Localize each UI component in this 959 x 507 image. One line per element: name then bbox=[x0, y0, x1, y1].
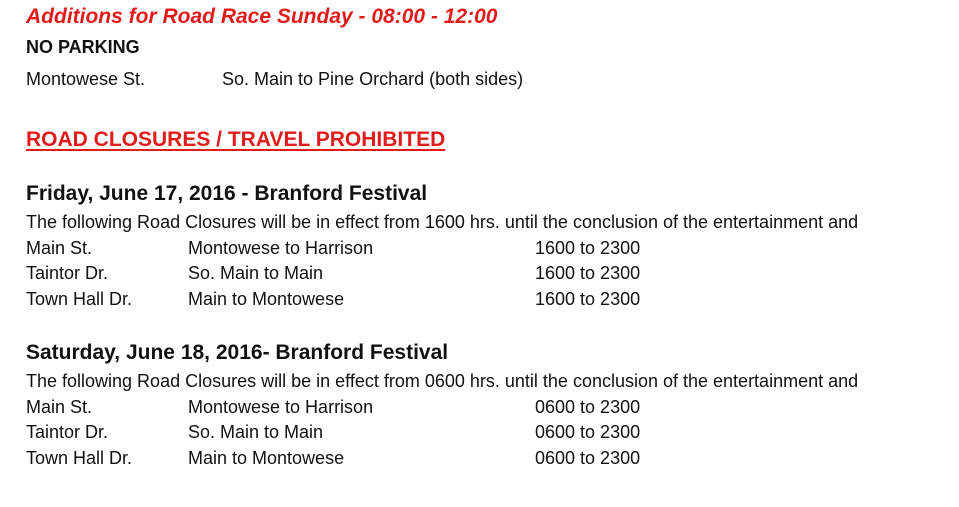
closure-segment: Main to Montowese bbox=[188, 448, 345, 468]
closure-street: Town Hall Dr. bbox=[26, 289, 133, 309]
closure-segment: Montowese to Harrison bbox=[188, 238, 374, 258]
closure-segment: Montowese to Harrison bbox=[188, 397, 374, 417]
closure-time: 0600 to 2300 bbox=[535, 422, 641, 442]
closure-segment: Main to Montowese bbox=[188, 289, 345, 309]
closure-time: 1600 to 2300 bbox=[535, 289, 641, 309]
closure-segment: So. Main to Main bbox=[188, 422, 324, 442]
saturday-section-title: Saturday, June 18, 2016- Branford Festival bbox=[26, 341, 449, 364]
no-parking-label: NO PARKING bbox=[26, 37, 140, 57]
closure-time: 0600 to 2300 bbox=[535, 448, 641, 468]
no-parking-street: Montowese St. bbox=[26, 69, 146, 89]
closure-segment: So. Main to Main bbox=[188, 263, 324, 283]
closure-street: Taintor Dr. bbox=[26, 263, 109, 283]
closure-street: Taintor Dr. bbox=[26, 422, 109, 442]
friday-section-title: Friday, June 17, 2016 - Branford Festival bbox=[26, 182, 428, 205]
closure-street: Main St. bbox=[26, 397, 93, 417]
closure-time: 1600 to 2300 bbox=[535, 238, 641, 258]
closure-street: Main St. bbox=[26, 238, 93, 258]
closure-time: 0600 to 2300 bbox=[535, 397, 641, 417]
friday-section-description: The following Road Closures will be in effect from 1600 hrs. until the conclusion of the entertainment and bbox=[26, 212, 859, 232]
road-closures-heading: ROAD CLOSURES / TRAVEL PROHIBITED bbox=[26, 128, 446, 151]
no-parking-segment: So. Main to Pine Orchard (both sides) bbox=[222, 69, 524, 89]
closure-street: Town Hall Dr. bbox=[26, 448, 133, 468]
road-race-title: Additions for Road Race Sunday - 08:00 - 12:00 bbox=[26, 5, 498, 28]
saturday-section-description: The following Road Closures will be in effect from 0600 hrs. until the conclusion of the entertainment and bbox=[26, 371, 859, 391]
closure-time: 1600 to 2300 bbox=[535, 263, 641, 283]
